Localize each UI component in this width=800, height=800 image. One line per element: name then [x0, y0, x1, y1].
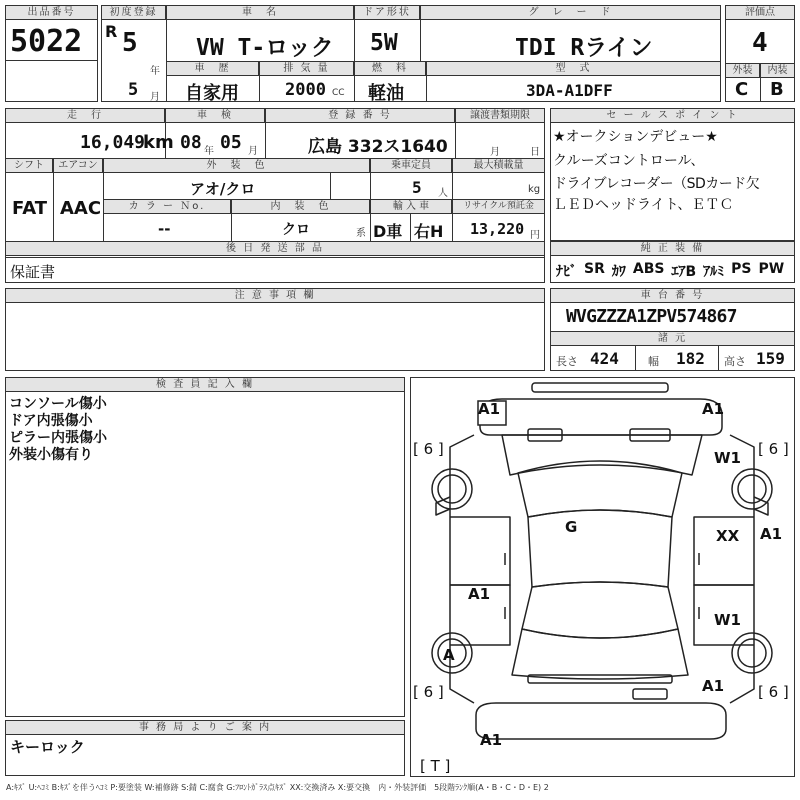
height: 159 [756, 349, 785, 368]
car-diagram [410, 377, 795, 777]
r2-div-9 [231, 199, 232, 241]
mileage-label: 走 行 [5, 108, 165, 123]
mark-right-front-fender: W1 [714, 449, 741, 467]
mark-front-left: A1 [478, 400, 501, 418]
mark-rear: A1 [480, 731, 503, 749]
legend: A:ｷｽﾞ U:ﾍｺﾐ B:ｷｽﾞを伴うﾍｺﾐ P:要塗装 W:補修跡 S:錆 C:腐食 G:ﾌﾛﾝﾄｶﾞﾗｽ点ｷｽﾞ XX:交換済み X:要交換 内・外装評価 5段階ﾗﾝｸ順(A・B・C・D・E) 2 [6, 783, 549, 792]
yen-unit: 円 [530, 230, 540, 241]
mark-tire-rl: [ 6 ] [413, 683, 444, 701]
equipment-label: 純 正 装 備 [550, 241, 795, 256]
sales-point-1: ★オークションデビュー★ [553, 129, 718, 145]
col-divider-4 [259, 61, 260, 102]
history-label: 車 歴 [166, 61, 259, 76]
fuel-label: 燃 料 [354, 61, 426, 76]
right-mirror [754, 497, 768, 515]
mark-right-rear-door: W1 [714, 611, 741, 629]
transfer-day: 日 [530, 147, 540, 158]
score: 4 [752, 28, 768, 58]
transfer-month: 月 [490, 147, 500, 158]
equip-airbag: ｴｱB [671, 264, 697, 280]
inspection-label: 車 検 [165, 108, 265, 123]
caution-label: 注 意 事 項 欄 [5, 288, 545, 303]
inspector-note-3: ピラー内張傷小 [9, 430, 107, 446]
office-text: キーロック [10, 738, 85, 756]
mileage: 16,049 [80, 132, 146, 153]
plate-number: 広島 332ス1640 [308, 137, 448, 157]
left-front-door [450, 517, 510, 585]
front-bumper [480, 399, 725, 435]
rear-glass [522, 582, 678, 638]
insp-year: 08 [180, 132, 202, 153]
equip-ps: PS [731, 261, 752, 277]
reg-year: 5 [122, 28, 138, 58]
color-no: -- [158, 220, 171, 238]
shift-label: シフト [5, 158, 53, 173]
mark-front-right: A1 [702, 400, 725, 418]
trunk-lid [512, 629, 688, 679]
col-divider-5 [354, 61, 355, 102]
inspector-note-4: 外装小傷有り [9, 447, 93, 463]
col-divider-2 [354, 5, 355, 61]
fuel: 軽油 [368, 83, 404, 104]
load-label: 最大積載量 [452, 158, 545, 173]
roof [528, 510, 672, 587]
person-unit: 人 [438, 188, 448, 199]
inspector-note-1: コンソール傷小 [9, 396, 107, 412]
door-label: ドア形状 [354, 5, 420, 20]
length: 424 [590, 349, 619, 368]
color-no-label: カ ラ ー Ｎo. [103, 199, 231, 214]
lot-number-divider [5, 60, 98, 61]
import-type: D車 [373, 222, 403, 241]
mark-roof: G [565, 518, 578, 536]
ext-grade: C [735, 79, 749, 100]
equipment-list [556, 261, 792, 281]
chassis-label: 車 台 番 号 [550, 288, 795, 303]
reg-year-unit: 年 [150, 66, 160, 77]
length-label: 長さ [556, 355, 578, 368]
equip-abs: ABS [632, 261, 665, 277]
lot-number: 5022 [10, 24, 83, 59]
shift: FAT [12, 198, 48, 219]
ac-label: エアコン [53, 158, 103, 173]
capacity: 5 [412, 178, 422, 197]
inspector-note-2: ドア内張傷小 [9, 413, 93, 429]
transfer-label: 譲渡書類期限 [455, 108, 545, 123]
era-mark: R [105, 22, 118, 41]
car-name-label: 車 名 [166, 5, 354, 20]
model-label: 型 式 [426, 61, 721, 76]
r2-div-4 [53, 158, 54, 241]
details-box [5, 108, 545, 258]
mark-left-rear-wheel: A [443, 646, 455, 664]
width: 182 [676, 349, 705, 368]
reg-month-unit: 月 [150, 92, 160, 103]
col-divider-6 [426, 61, 427, 102]
first-reg-label: 初度登録 [101, 5, 166, 20]
door-type: 5W [370, 30, 398, 56]
recycle-fee: 13,220 [470, 220, 525, 238]
score-label: 評価点 [725, 5, 795, 20]
capacity-label: 乗車定員 [370, 158, 452, 173]
mileage-unit: km [143, 132, 174, 153]
left-mirror [436, 497, 450, 515]
steering: 右H [414, 222, 444, 241]
sales-points-box [550, 108, 795, 241]
rear-bumper [476, 703, 726, 739]
insp-month: 05 [220, 132, 242, 153]
displacement-label: 排 気 量 [259, 61, 354, 76]
insp-year-unit: 年 [204, 146, 214, 157]
mark-tire-rr: [ 6 ] [758, 683, 789, 701]
mark-left-rear-door: A1 [468, 585, 491, 603]
vin: WVGZZZA1ZPV574867 [566, 306, 737, 327]
col-divider-3 [420, 5, 421, 61]
ac-type: AAC [60, 198, 102, 219]
insp-month-unit: 月 [248, 146, 258, 157]
dims-div-1 [635, 346, 636, 371]
r2-div-2 [265, 108, 266, 158]
int-color-label: 内 装 色 [231, 199, 370, 214]
later-parts-item: 保証書 [10, 263, 56, 281]
sales-point-4: ＬＥＤヘッドライト、ＥＴＣ [553, 197, 734, 213]
mark-tire-fl: [ 6 ] [413, 440, 444, 458]
kg-unit: kg [528, 184, 541, 195]
kei-unit: 系 [356, 228, 366, 239]
later-parts-box [5, 241, 545, 283]
recycle-label: リサイクル預託金 [452, 199, 545, 214]
import-label: 輸 入 車 [370, 199, 452, 214]
mark-tire-fr: [ 6 ] [758, 440, 789, 458]
ext-color: アオ/クロ [190, 180, 256, 198]
rear-lamp-strip [633, 689, 667, 699]
dims-div-2 [718, 346, 719, 371]
width-label: 幅 [648, 355, 659, 368]
int-grade: B [770, 79, 784, 100]
displacement: 2000 [285, 80, 326, 100]
mark-right-rear-quarter: A1 [702, 677, 725, 695]
r2-div-8 [330, 173, 331, 199]
office-label: 事 務 局 よ り ご 案 内 [5, 720, 405, 735]
history: 自家用 [185, 83, 239, 104]
sales-point-2: クルーズコントロール、 [553, 153, 705, 169]
inspector-label: 検 査 員 記 入 欄 [5, 377, 405, 392]
int-color: クロ [282, 222, 310, 238]
cc-unit: CC [332, 88, 345, 98]
later-parts-label: 後 日 発 送 部 品 [5, 241, 545, 256]
reg-month: 5 [128, 80, 139, 100]
sales-point-3: ドライブレコーダー（SDカード欠 [553, 176, 760, 192]
mark-right-front-door: XX [716, 527, 740, 545]
score-divider [760, 63, 761, 102]
equip-sr: SR [584, 261, 605, 277]
r2-div-10 [410, 214, 411, 241]
model-code: 3DA-A1DFF [526, 81, 613, 100]
col-divider-1 [166, 5, 167, 102]
ext-color-label: 外 装 色 [103, 158, 370, 173]
height-label: 高さ [724, 355, 746, 368]
sales-points-label: セ ー ル ス ポ イ ン ト [550, 108, 795, 123]
lot-number-label: 出品番号 [5, 5, 98, 20]
equip-pw: PW [758, 261, 785, 277]
int-grade-label: 内装 [760, 63, 795, 78]
ext-grade-label: 外装 [725, 63, 760, 78]
mark-trunk: [ T ] [420, 757, 451, 775]
equip-leather: ｶﾜ [611, 264, 626, 280]
car-name: VW T-ロック [196, 35, 334, 61]
dims-label: 諸 元 [550, 331, 795, 346]
plate-label: 登 録 番 号 [265, 108, 455, 123]
equip-alloy: ｱﾙﾐ [703, 264, 725, 280]
equip-navi: ﾅﾋﾞ [556, 264, 577, 280]
grade: TDI Rライン [515, 35, 653, 61]
r2-div-3 [455, 108, 456, 158]
grade-label: グ レ ー ド [420, 5, 721, 20]
front-bumper-strip [532, 383, 668, 392]
mark-right-pillar: A1 [760, 525, 783, 543]
